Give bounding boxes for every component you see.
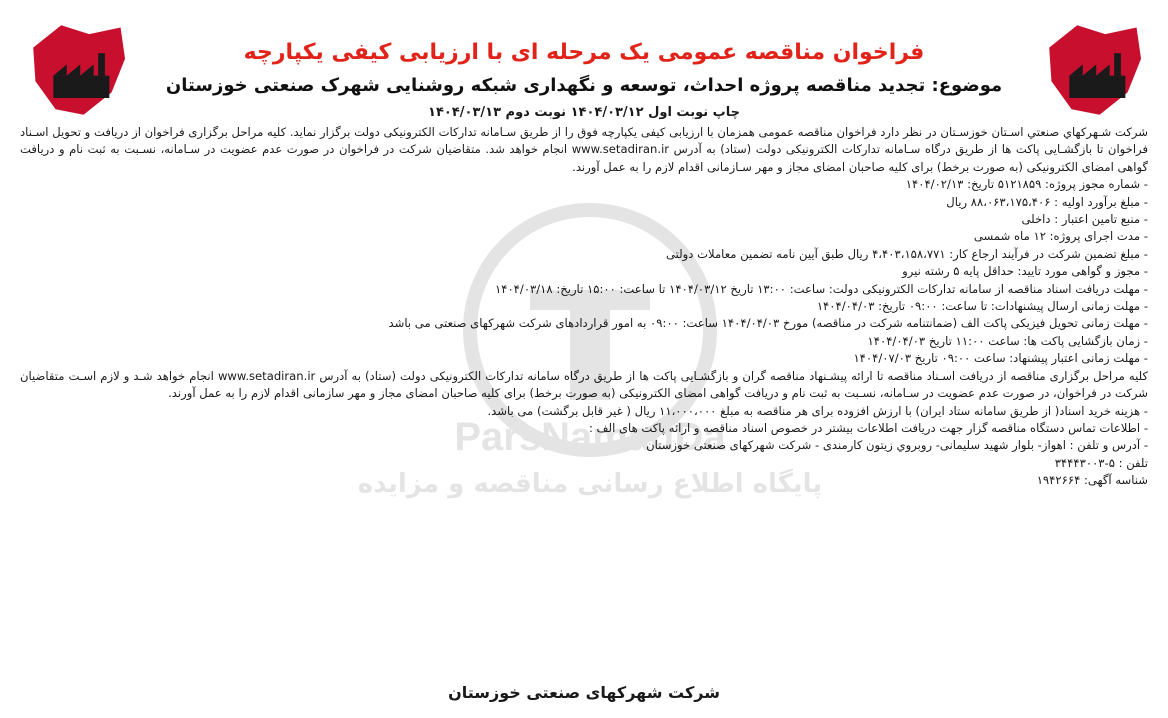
notice-subject: موضوع: تجدید مناقصه پروژه احداث، توسعه و نگهداری شبکه روشنایی شهرک صنعتی خوزستان bbox=[165, 75, 1003, 96]
list-item: - مهلت دریافت اسناد مناقصه از سامانه تدارکات الکترونیکی دولت: ساعت: ۱۳:۰۰ تاریخ ۱۴۰۴/۰۳/۱۲ تا ساعت: ۱۵:۰۰ تاریخ: ۱۴۰۴/۰۳/۱۸ bbox=[495, 281, 1148, 296]
list-item: - آدرس و تلفن : اهواز- بلوار شهید سلیمانی- روبروي زيتون كارمندی - شرکت شهرکهای صنعتی خوزستان bbox=[646, 438, 1148, 453]
procedure-paragraph: کلیه مراحل برگزاری مناقصه از دریافت اسـناد مناقصه تا ارائه پیشـنهاد مناقصه گران و بازگشـایی پاکت ها از طریق درگاه سامانه تدارکات الکترونیکی دولت (ستاد) به آدرس www.setadiran.ir انجام خواهد شـد و لازم اسـت متقاضیان شرکت در فراخوان، در صورت عدم عضویت در سـامانه، نسـبت به ثبت نام و دریافت گواهی امضای الکترونیکی (به صورت برخط) برای کلیه صاحبان امضای مجاز و مهر سازمانی اقدام لازم را به عمل آورند. bbox=[20, 368, 1148, 401]
company-signature: شرکت شهرکهای صنعتی خوزستان bbox=[448, 683, 720, 702]
list-item: - زمان بازگشایی پاکت ها: ساعت ۱۱:۰۰ تاریخ ۱۴۰۴/۰۴/۰۳ bbox=[867, 333, 1148, 348]
list-item: - شماره مجوز پروژه: ۵۱۲۱۸۵۹ تاریخ: ۱۴۰۴/۰۲/۱۳ bbox=[905, 177, 1148, 192]
list-item: تلفن : ۵-۳۴۴۴۳۰۰۳ bbox=[1054, 455, 1148, 470]
list-item: - مهلت زمانی اعتبار پیشنهاد: ساعت ۰۹:۰۰ تاریخ ۱۴۰۴/۰۷/۰۳ bbox=[853, 351, 1148, 366]
contact-list bbox=[20, 403, 1148, 490]
list-item: - مبلغ برآورد اولیه : ۸۸،۰۶۳،۱۷۵،۴۰۶ ریال bbox=[946, 194, 1148, 209]
list-item: - مهلت زمانی ارسال پیشنهادات: تا ساعت: ۰۹:۰۰ تاریخ: ۱۴۰۴/۰۴/۰۳ bbox=[816, 299, 1148, 314]
list-item: - منبع تامین اعتبار : داخلی bbox=[1021, 212, 1148, 227]
list-item: - مبلغ تضمین شرکت در فرآیند ارجاع کار: ۴،۴۰۳،۱۵۸،۷۷۱ ریال طبق آیین نامه تضمین معاملات دولتی bbox=[665, 246, 1148, 261]
intro-paragraph: شرکت شـهرکهاي صنعتي اسـتان خوزسـتان در نظر دارد فراخوان مناقصه عمومی همزمان با ارزيابی کيفی یکپارچه فوق را از طريق سـامانه تدارکات الکترونيکی دولت برگزار نمايد. کليه مراحل برگزاری فراخوان از دريافت و تحویل اسـناد فراخوان تا بازگشـايی پاکت ها از طريق درگاه سـامانه تدارکات الکترونيکی دولت (ستاد) به آدرس www.setadiran.ir انجام خواهد شد. متقاضيان شرکت در فراخوان در صورت عدم عضويت در سـامانه، نسـبت به ثبت نام و دريافت گواهی امضای الکترونيکی (به صورت برخط) برای کليه صاحبان امضای مجاز و مهر سـازمانی اقدام لازم را به عمل آورند. bbox=[20, 125, 1148, 174]
industrial-estate-logo-left bbox=[22, 14, 134, 126]
list-item: - هزینه خرید اسناد( از طریق سامانه ستاد ایران) با ارزش افزوده برای هر مناقصه به مبلغ ۱۱،۰۰۰،۰۰۰ ریال ( غیر قابل برگشت) می باشد. bbox=[487, 403, 1148, 418]
list-item: - مهلت زمانی تحویل فیزیکی پاکت الف (ضمانتنامه شرکت در مناقصه) مورخ ۱۴۰۴/۰۴/۰۳ ساعت: ۰۹:۰۰ به امور قراردادهای شرکت شهرکهای صنعتی می باشد bbox=[388, 316, 1148, 331]
list-item: - مدت اجرای پروژه: ۱۲ ماه شمسی bbox=[973, 229, 1148, 244]
list-item: - مجوز و گواهی مورد تایید: حداقل پایه ۵ رشته نیرو bbox=[902, 264, 1148, 279]
watermark-tagline: پایگاه اطلاع رسانی مناقصه و مزایده bbox=[357, 469, 823, 499]
watermark-brand: ParsNamadDa bbox=[454, 415, 726, 459]
industrial-estate-logo-right bbox=[1038, 14, 1150, 126]
list-item: شناسه آگهی: ۱۹۴۲۶۶۴ bbox=[1036, 473, 1148, 488]
print-dates: چاپ نوبت اول ۱۴۰۴/۰۳/۱۲ نوبت دوم ۱۴۰۴/۰۳/۱۳ bbox=[428, 105, 740, 120]
list-item: - اطلاعات تماس دستگاه مناقصه گزار جهت دریافت اطلاعات بیشتر در خصوص اسناد مناقصه و ارائه پاکت های الف : bbox=[588, 420, 1148, 435]
details-list bbox=[20, 176, 1148, 367]
notice-title: فراخوان مناقصه عمومی یک مرحله ای با ارزیابی کیفی یکپارچه bbox=[243, 40, 925, 65]
